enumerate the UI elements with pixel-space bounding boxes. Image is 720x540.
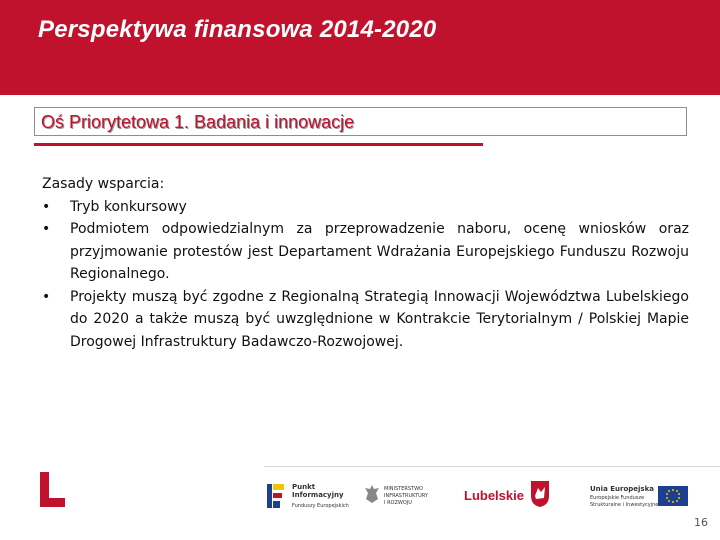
- page-title: Perspektywa finansowa 2014-2020: [38, 16, 437, 43]
- intro-text: Zasady wsparcia:: [42, 176, 165, 192]
- punkt-line3: Funduszy Europejskich: [292, 503, 349, 509]
- page-number: 16: [694, 516, 708, 529]
- eu-line3: Strukturalne i Inwestycyjne: [590, 502, 659, 508]
- list-item: [42, 286, 689, 354]
- ministerstwo-line1: MINISTERSTWO: [384, 486, 423, 492]
- list-item-text: Podmiotem odpowiedzialnym za przeprowadzenie naboru, ocenę wniosków oraz przyjmowanie protestów jest Departament Wdrażania Europejskiego Funduszu Rozwoju Regionalnego.: [70, 221, 689, 282]
- content-body: [42, 173, 689, 353]
- list-item: [42, 218, 689, 286]
- eagle-emblem-icon: [364, 484, 380, 504]
- bullet-icon: •: [42, 198, 51, 215]
- coat-of-arms-icon: [530, 480, 550, 508]
- section-title: Oś Priorytetowa 1. Badania i innowacje: [41, 112, 355, 132]
- lubelskie-text: Lubelskie: [464, 488, 524, 503]
- ministerstwo-line3: I ROZWOJU: [384, 500, 412, 506]
- ministerstwo-logo: [364, 476, 446, 522]
- unia-europejska-logo: [582, 476, 692, 522]
- bullet-list: [42, 196, 689, 354]
- bullet-icon: •: [42, 221, 51, 237]
- eu-flag-icon: [658, 486, 688, 506]
- punkt-line1: Punkt: [292, 483, 316, 491]
- punkt-line2: Informacyjny: [292, 491, 344, 499]
- section-title-box: [34, 107, 687, 136]
- eu-line2: Europejskie Fundusze: [590, 495, 645, 501]
- eu-line1: Unia Europejska: [590, 485, 654, 493]
- punkt-informacyjny-logo: [266, 476, 356, 522]
- ministerstwo-line2: INFRASTRUKTURY: [384, 493, 428, 499]
- lubelskie-l-logo-icon: [38, 470, 66, 508]
- header-bar: [0, 0, 720, 95]
- bullet-icon: •: [42, 288, 51, 305]
- list-item-text: Projekty muszą być zgodne z Regionalną Strategią Innowacji Województwa Lubelskiego do 2020 a także muszą być uwzględnione w Kontrakcie Terytorialnym / Polskiej Mapie Drogowej Infrastruktury Badawczo-Rozwojowej.: [70, 288, 689, 350]
- list-item: [42, 196, 689, 219]
- lubelskie-logo: [464, 476, 558, 522]
- fe-logo-icon: [266, 482, 286, 510]
- footer-divider: [264, 466, 720, 467]
- section-underline: [34, 143, 483, 146]
- logo-strip: [258, 476, 698, 526]
- list-item-text: Tryb konkursowy: [70, 198, 187, 215]
